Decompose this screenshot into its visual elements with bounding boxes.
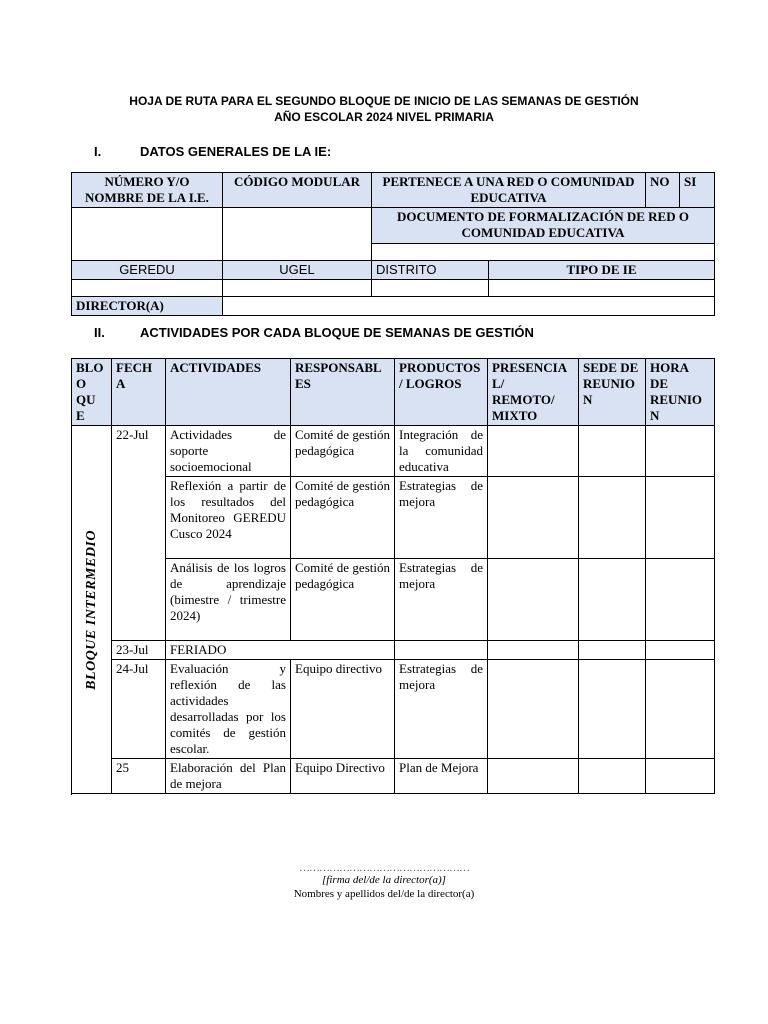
activities-table bbox=[71, 358, 715, 794]
actividades-header: ACTIVIDADES bbox=[166, 359, 291, 426]
section-2-title: ACTIVIDADES POR CADA BLOQUE DE SEMANAS DE GESTIÓN bbox=[140, 325, 534, 340]
sede-cell[interactable] bbox=[579, 559, 646, 641]
hora-cell[interactable] bbox=[646, 641, 715, 660]
document-title-line1: HOJA DE RUTA PARA EL SEGUNDO BLOQUE DE INICIO DE LAS SEMANAS DE GESTIÓN bbox=[129, 94, 639, 108]
table-row bbox=[72, 426, 715, 477]
fecha-cell: 22-Jul bbox=[112, 426, 166, 641]
responsable-cell: Comité de gestión pedagógica bbox=[291, 477, 395, 559]
hora-cell[interactable] bbox=[646, 660, 715, 759]
fecha-cell: 24-Jul bbox=[112, 660, 166, 759]
presencial-cell[interactable] bbox=[488, 641, 579, 660]
producto-cell: Estrategias de mejora bbox=[395, 477, 488, 559]
table-row bbox=[72, 559, 715, 641]
hora-header: HORA DE REUNIO N bbox=[646, 359, 715, 426]
actividad-cell: Análisis de los logros de aprendizaje (bimestre / trimestre 2024) bbox=[166, 559, 291, 641]
feriado-cell: FERIADO bbox=[166, 641, 395, 660]
documento-formalizacion-value[interactable] bbox=[372, 244, 715, 261]
responsables-header: RESPONSABL ES bbox=[291, 359, 395, 426]
producto-cell: Estrategias de mejora bbox=[395, 660, 488, 759]
numero-nombre-header: NÚMERO Y/O NOMBRE DE LA I.E. bbox=[72, 173, 223, 208]
signature-firma-label: [firma del/de la director(a)] bbox=[322, 874, 446, 886]
distrito-value[interactable] bbox=[372, 280, 489, 297]
actividad-cell: Actividades de soporte socioemocional bbox=[166, 426, 291, 477]
codigo-modular-value[interactable] bbox=[223, 208, 372, 261]
director-value[interactable] bbox=[223, 297, 715, 316]
responsable-cell: Comité de gestión pedagógica bbox=[291, 559, 395, 641]
presencial-cell[interactable] bbox=[488, 426, 579, 477]
table-row bbox=[72, 759, 715, 794]
geredu-header: GEREDU bbox=[72, 261, 223, 280]
responsable-cell: Equipo directivo bbox=[291, 660, 395, 759]
codigo-modular-header: CÓDIGO MODULAR bbox=[223, 173, 372, 208]
producto-cell[interactable] bbox=[395, 641, 488, 660]
distrito-header: DISTRITO bbox=[372, 261, 489, 280]
numero-nombre-value[interactable] bbox=[72, 208, 223, 261]
fecha-cell: 25 bbox=[112, 759, 166, 794]
hora-cell[interactable] bbox=[646, 477, 715, 559]
table-row bbox=[72, 641, 715, 660]
presencial-header: PRESENCIA L/ REMOTO/ MIXTO bbox=[488, 359, 579, 426]
sede-header: SEDE DE REUNIO N bbox=[579, 359, 646, 426]
actividad-cell: Elaboración del Plan de mejora bbox=[166, 759, 291, 794]
red-comunidad-header: PERTENECE A UNA RED O COMUNIDAD EDUCATIVA bbox=[372, 173, 646, 208]
sede-cell[interactable] bbox=[579, 426, 646, 477]
table-row bbox=[72, 660, 715, 759]
presencial-cell[interactable] bbox=[488, 477, 579, 559]
block-label: BLOQUE INTERMEDIO bbox=[83, 529, 99, 690]
documento-formalizacion-header: DOCUMENTO DE FORMALIZACIÓN DE RED O COMUNIDAD EDUCATIVA bbox=[372, 208, 715, 244]
ugel-header: UGEL bbox=[223, 261, 372, 280]
ugel-value[interactable] bbox=[223, 280, 372, 297]
signature-nombres-label: Nombres y apellidos del/de la director(a) bbox=[293, 888, 475, 900]
actividad-cell: Reflexión a partir de los resultados del Monitoreo GEREDU Cusco 2024 bbox=[166, 477, 291, 559]
block-label-cell bbox=[72, 426, 112, 794]
section-2-heading bbox=[94, 325, 594, 343]
tipo-ie-header: TIPO DE IE bbox=[489, 261, 715, 280]
producto-cell: Estrategias de mejora bbox=[395, 559, 488, 641]
section-1-heading bbox=[94, 144, 494, 162]
hora-cell[interactable] bbox=[646, 426, 715, 477]
productos-header: PRODUCTOS / LOGROS bbox=[395, 359, 488, 426]
sede-cell[interactable] bbox=[579, 641, 646, 660]
responsable-cell: Comité de gestión pedagógica bbox=[291, 426, 395, 477]
hora-cell[interactable] bbox=[646, 559, 715, 641]
producto-cell: Plan de Mejora bbox=[395, 759, 488, 794]
bloque-header: BLO O QU E bbox=[72, 359, 112, 426]
presencial-cell[interactable] bbox=[488, 559, 579, 641]
general-data-table bbox=[71, 172, 715, 316]
presencial-cell[interactable] bbox=[488, 660, 579, 759]
geredu-value[interactable] bbox=[72, 280, 223, 297]
sede-cell[interactable] bbox=[579, 660, 646, 759]
fecha-header: FECH A bbox=[112, 359, 166, 426]
responsable-cell: Equipo Directivo bbox=[291, 759, 395, 794]
table-row bbox=[72, 477, 715, 559]
section-1-title: DATOS GENERALES DE LA IE: bbox=[140, 144, 332, 159]
section-2-number: II. bbox=[94, 325, 105, 340]
document-title-line2: AÑO ESCOLAR 2024 NIVEL PRIMARIA bbox=[274, 110, 494, 124]
tipo-ie-value[interactable] bbox=[489, 280, 715, 297]
presencial-cell[interactable] bbox=[488, 759, 579, 794]
producto-cell: Integración de la comunidad educativa bbox=[395, 426, 488, 477]
hora-cell[interactable] bbox=[646, 759, 715, 794]
director-header: DIRECTOR(A) bbox=[72, 297, 223, 316]
actividad-cell: Evaluación y reflexión de las actividades desarrolladas por los comités de gestión escolar. bbox=[166, 660, 291, 759]
section-1-number: I. bbox=[94, 144, 102, 159]
sede-cell[interactable] bbox=[579, 477, 646, 559]
sede-cell[interactable] bbox=[579, 759, 646, 794]
si-header: SI bbox=[680, 173, 715, 208]
no-header: NO bbox=[646, 173, 680, 208]
signature-line: …………………………………………… bbox=[299, 862, 469, 874]
fecha-cell: 23-Jul bbox=[112, 641, 166, 660]
